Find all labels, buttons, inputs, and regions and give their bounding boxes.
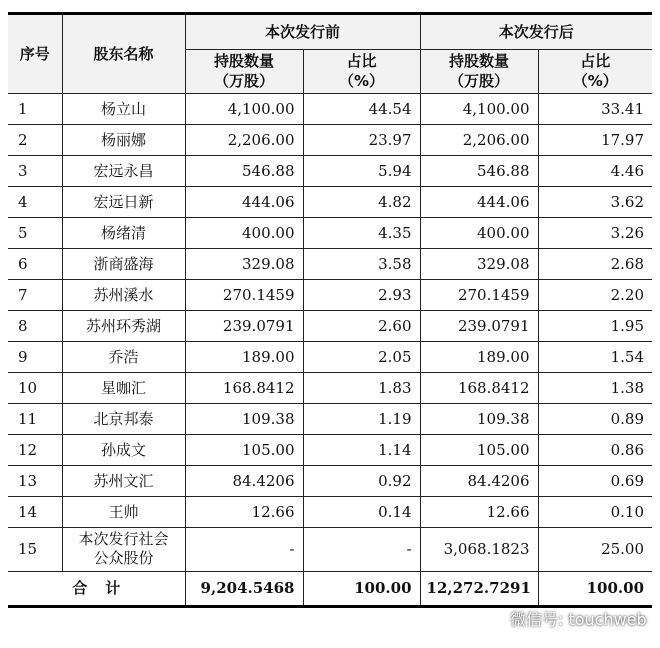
- header-before-issuance: 本次发行前: [185, 15, 420, 49]
- cell-name: 乔浩: [62, 341, 185, 372]
- cell-shares-before: 444.06: [185, 186, 303, 217]
- cell-pct-before: 1.19: [303, 403, 420, 434]
- table-row-public-shares: [8, 527, 652, 571]
- table-row: [8, 155, 652, 186]
- cell-name-line1: 本次发行社会: [78, 530, 169, 548]
- total-pct-before: 100.00: [303, 571, 420, 605]
- cell-shares-before: 546.88: [185, 155, 303, 186]
- cell-pct-after: 1.95: [538, 310, 652, 341]
- wechat-watermark: [476, 604, 654, 632]
- header-pct-after-line1: 占比: [580, 52, 611, 70]
- cell-seq: 15: [8, 527, 62, 571]
- cell-shares-after: 12.66: [420, 496, 538, 527]
- cell-pct-before: 5.94: [303, 155, 420, 186]
- cell-shares-before: 329.08: [185, 248, 303, 279]
- header-shares-before-line2: （万股）: [213, 72, 274, 90]
- shareholder-table-frame: [8, 12, 652, 608]
- table-row: [8, 496, 652, 527]
- cell-shares-after: 444.06: [420, 186, 538, 217]
- header-shares-before-line1: 持股数量: [213, 52, 274, 70]
- table-row: [8, 93, 652, 124]
- cell-shares-after: 270.1459: [420, 279, 538, 310]
- cell-shares-after: 400.00: [420, 217, 538, 248]
- cell-shares-before: 189.00: [185, 341, 303, 372]
- cell-name: 王帅: [62, 496, 185, 527]
- cell-seq: 9: [8, 341, 62, 372]
- header-row-1: [8, 15, 652, 49]
- cell-shares-before: 4,100.00: [185, 93, 303, 124]
- table-row: [8, 124, 652, 155]
- cell-pct-before: 2.05: [303, 341, 420, 372]
- cell-shares-before: 84.4206: [185, 465, 303, 496]
- cell-pct-before: 3.58: [303, 248, 420, 279]
- cell-seq: 4: [8, 186, 62, 217]
- table-row: [8, 217, 652, 248]
- table-row: [8, 248, 652, 279]
- cell-shares-after: 4,100.00: [420, 93, 538, 124]
- cell-name: 宏远日新: [62, 186, 185, 217]
- cell-name: 孙成文: [62, 434, 185, 465]
- cell-shares-after: 168.8412: [420, 372, 538, 403]
- cell-name: 星咖汇: [62, 372, 185, 403]
- cell-seq: 1: [8, 93, 62, 124]
- table-row: [8, 310, 652, 341]
- cell-shares-before: 12.66: [185, 496, 303, 527]
- table-row: [8, 372, 652, 403]
- cell-seq: 10: [8, 372, 62, 403]
- cell-pct-before: 1.14: [303, 434, 420, 465]
- cell-seq: 7: [8, 279, 62, 310]
- cell-name: [62, 527, 185, 571]
- cell-seq: 13: [8, 465, 62, 496]
- cell-shares-before: 270.1459: [185, 279, 303, 310]
- cell-pct-after: 25.00: [538, 527, 652, 571]
- cell-seq: 14: [8, 496, 62, 527]
- total-label: 合计: [8, 571, 185, 605]
- cell-pct-before: 0.14: [303, 496, 420, 527]
- cell-seq: 8: [8, 310, 62, 341]
- header-pct-after: [538, 49, 652, 93]
- header-after-issuance: 本次发行后: [420, 15, 652, 49]
- cell-pct-after: 3.26: [538, 217, 652, 248]
- cell-pct-after: 4.46: [538, 155, 652, 186]
- cell-name: 浙商盛海: [62, 248, 185, 279]
- cell-pct-before: 2.60: [303, 310, 420, 341]
- cell-shares-after: 2,206.00: [420, 124, 538, 155]
- cell-shares-after: 546.88: [420, 155, 538, 186]
- cell-name: 苏州溪水: [62, 279, 185, 310]
- cell-shares-after: 239.0791: [420, 310, 538, 341]
- cell-pct-before: 4.82: [303, 186, 420, 217]
- cell-shares-after: 3,068.1823: [420, 527, 538, 571]
- header-shares-before: [185, 49, 303, 93]
- header-shares-after-line2: （万股）: [449, 72, 510, 90]
- header-pct-before: [303, 49, 420, 93]
- cell-seq: 5: [8, 217, 62, 248]
- cell-pct-before: 23.97: [303, 124, 420, 155]
- header-pct-after-line2: （%）: [572, 72, 618, 90]
- header-shares-after-line1: 持股数量: [449, 52, 510, 70]
- cell-name: 杨绪清: [62, 217, 185, 248]
- cell-pct-after: 2.20: [538, 279, 652, 310]
- cell-pct-before: 1.83: [303, 372, 420, 403]
- cell-name: 宏远永昌: [62, 155, 185, 186]
- cell-pct-after: 1.38: [538, 372, 652, 403]
- cell-pct-before: 2.93: [303, 279, 420, 310]
- watermark-text: 微信号: touchweb: [510, 609, 647, 629]
- table-row: [8, 403, 652, 434]
- cell-pct-before: 4.35: [303, 217, 420, 248]
- cell-shares-after: 329.08: [420, 248, 538, 279]
- cell-name-line2: 公众股份: [93, 549, 154, 567]
- header-seq: 序号: [8, 15, 62, 93]
- cell-shares-before: 105.00: [185, 434, 303, 465]
- cell-pct-after: 1.54: [538, 341, 652, 372]
- cell-shares-before: 2,206.00: [185, 124, 303, 155]
- cell-shares-after: 109.38: [420, 403, 538, 434]
- total-pct-after: 100.00: [538, 571, 652, 605]
- cell-shares-after: 105.00: [420, 434, 538, 465]
- cell-name: 苏州环秀湖: [62, 310, 185, 341]
- cell-shares-before: 400.00: [185, 217, 303, 248]
- cell-pct-before: 0.92: [303, 465, 420, 496]
- cell-shares-after: 84.4206: [420, 465, 538, 496]
- header-name: 股东名称: [62, 15, 185, 93]
- cell-pct-after: 3.62: [538, 186, 652, 217]
- cell-shares-before: 109.38: [185, 403, 303, 434]
- cell-pct-after: 2.68: [538, 248, 652, 279]
- table-row: [8, 434, 652, 465]
- table-row: [8, 465, 652, 496]
- cell-seq: 11: [8, 403, 62, 434]
- cell-name: 北京邦泰: [62, 403, 185, 434]
- total-shares-before: 9,204.5468: [185, 571, 303, 605]
- shareholder-table: [8, 15, 652, 605]
- cell-seq: 2: [8, 124, 62, 155]
- cell-name: 苏州文汇: [62, 465, 185, 496]
- cell-pct-after: 0.89: [538, 403, 652, 434]
- table-row: [8, 341, 652, 372]
- cell-seq: 12: [8, 434, 62, 465]
- cell-pct-after: 33.41: [538, 93, 652, 124]
- table-row: [8, 279, 652, 310]
- total-shares-after: 12,272.7291: [420, 571, 538, 605]
- cell-shares-after: 189.00: [420, 341, 538, 372]
- cell-seq: 6: [8, 248, 62, 279]
- cell-pct-after: 0.86: [538, 434, 652, 465]
- cell-pct-before: 44.54: [303, 93, 420, 124]
- cell-name: 杨立山: [62, 93, 185, 124]
- cell-seq: 3: [8, 155, 62, 186]
- cell-pct-before: -: [303, 527, 420, 571]
- cell-shares-before: -: [185, 527, 303, 571]
- cell-shares-before: 239.0791: [185, 310, 303, 341]
- header-shares-after: [420, 49, 538, 93]
- cell-shares-before: 168.8412: [185, 372, 303, 403]
- table-row-total: [8, 571, 652, 605]
- wechat-icon: [476, 607, 504, 629]
- header-pct-before-line2: （%）: [338, 72, 385, 90]
- cell-pct-after: 0.69: [538, 465, 652, 496]
- cell-pct-after: 17.97: [538, 124, 652, 155]
- cell-name: 杨丽娜: [62, 124, 185, 155]
- table-row: [8, 186, 652, 217]
- cell-pct-after: 0.10: [538, 496, 652, 527]
- header-pct-before-line1: 占比: [346, 52, 377, 70]
